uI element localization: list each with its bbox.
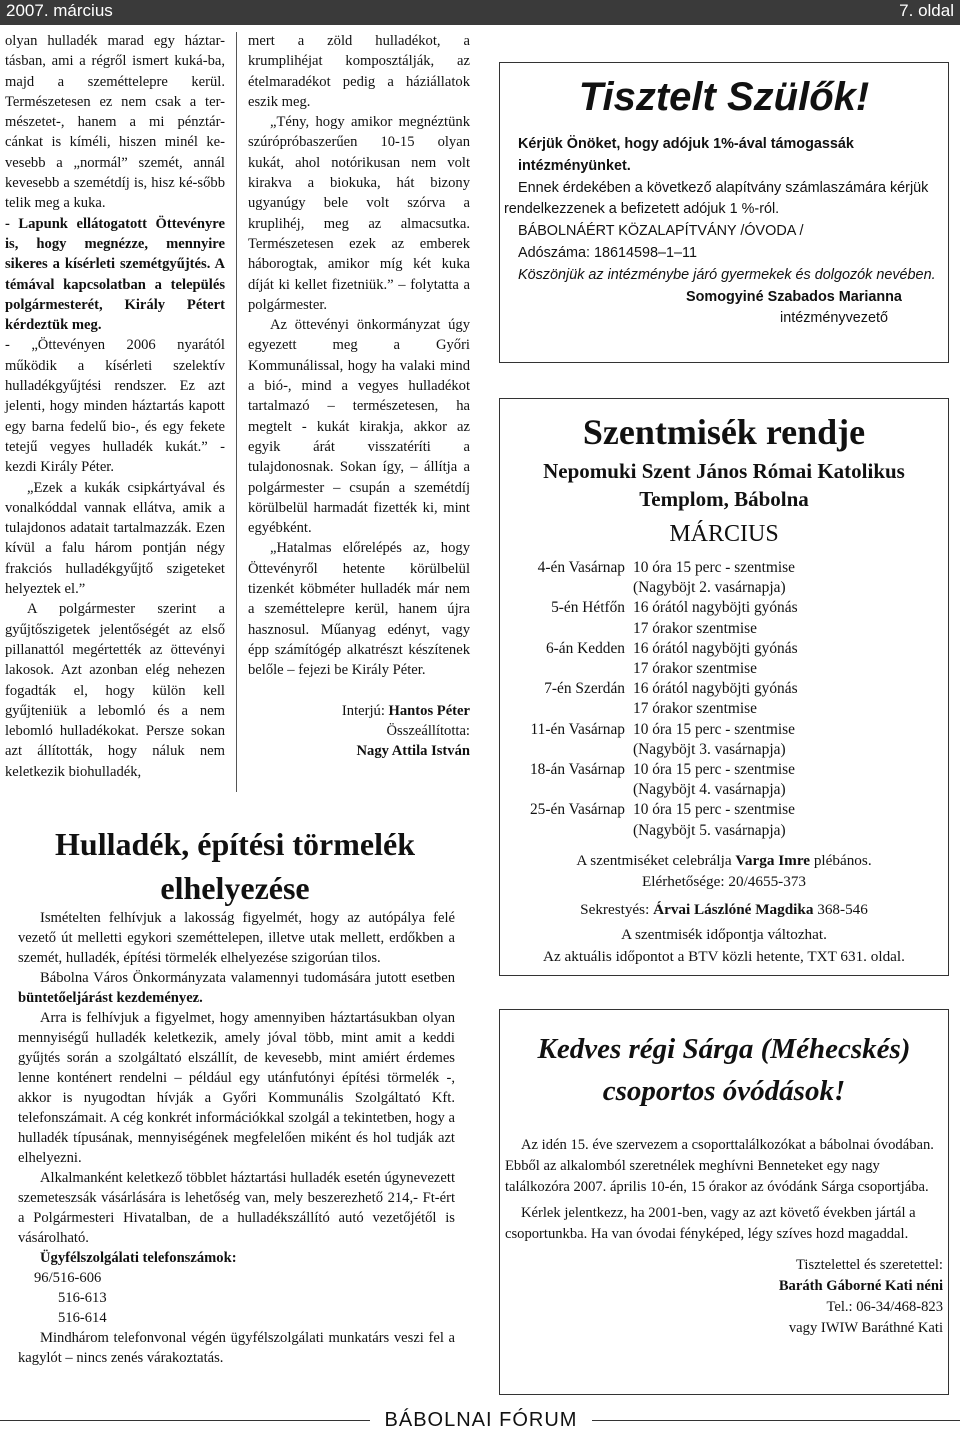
mass-schedule-footer [500, 850, 948, 967]
credit-interview [248, 701, 470, 721]
day: 25-én Vasárnap [529, 801, 625, 819]
text-bold: Varga Imre [735, 852, 811, 869]
signature-name: Somogyiné Szabados Marianna [686, 288, 902, 305]
church-name: Nepomuki Szent János Római Katolikus Templom, Bábolna [543, 459, 905, 511]
tax-number: Adószáma: 18614598–1–11 [518, 244, 697, 261]
waste-notice-body [18, 908, 455, 1368]
table-row [512, 598, 798, 638]
mass-schedule-table [512, 558, 798, 841]
kindergarten-reunion-title: Kedves régi Sárga (Méhecskés) csoportos óvódások! [537, 1033, 911, 1107]
table-row [512, 558, 798, 598]
day: 18-án Vasárnap [529, 761, 625, 779]
signoff: Tisztelettel és szeretettel: [796, 1257, 943, 1273]
parents-notice-title: Tisztelt Szülők! [578, 75, 870, 119]
header-page-number: 7. oldal [899, 1, 954, 20]
paragraph: Arra is felhívjuk a figyelmet, hogy amennyiben háztartásukban olyan mennyiségű hulladék keletkezik, amely jóval több, mint amit a keddi gyűjtés során a szolgáltató elszállít, de kevesebb, mint amiért érdemes lenne konténert rendelni – például egy utánfutónyi építési törmelék -, akkor is nyugodtan hívják a Győri Kommunális Szolgáltató Kft. telefonszámait. A cég konkrét információkkal szolgál a tekintetben, hogy a hulladék típusának, mennyiségének megfelelően miként és hol tudják azt elhelyezni. [18, 1010, 455, 1166]
waste-notice-title: Hulladék, építési törmelék elhelyezése [55, 826, 415, 906]
event-line: (Nagyböjt 4. vasárnapja) [633, 781, 786, 799]
celebrant [500, 850, 948, 871]
paragraph: Alkalmanként keletkező többlet háztartási hulladék esetén úgynevezett szemeteszsák vásárlására is lehetőség van, mely beszerezhető 214,- Ft-ért a Polgármesteri Hivatalban, de a hulladékszállító autó vezetőjétől is vásárolható. [18, 1170, 455, 1246]
paragraph: Az idén 15. éve szervezem a csoporttalálkozókat a bábolnai óvodában. Ebből az alkalomból szeretnélek meghívni Benneteket egy nagy találkozóra 2007. április 10-én, 15 órakor az óvódánk Sárga csoportjába. [505, 1137, 934, 1195]
phone-number: 516-613 [58, 1290, 107, 1306]
phone-number: 96/516-606 [34, 1270, 102, 1286]
month-label: MÁRCIUS [669, 521, 779, 547]
event-line: (Nagyböjt 3. vasárnapja) [633, 740, 786, 758]
text: 368-546 [813, 900, 868, 918]
table-row [512, 720, 798, 760]
event-line: 17 órakor szentmise [633, 619, 757, 637]
event-line: 16 órától nagyböjti gyónás [633, 639, 798, 657]
paragraph: Ennek érdekében a következő alapítvány számlaszámára kérjük rendelkezzenek a befizetett adójuk 1 %-ról. [504, 179, 929, 218]
footer-rule-left [0, 1420, 370, 1421]
table-row [512, 800, 798, 840]
day: 4-én Vasárnap [537, 559, 625, 576]
note: A szentmisék időpontja változhat. [621, 926, 827, 944]
signoff-phone: Tel.: 06-34/468-823 [826, 1299, 943, 1315]
day: 11-én Vasárnap [530, 720, 625, 738]
event [633, 639, 798, 679]
event-line: 10 óra 15 perc - szentmise [633, 761, 795, 779]
text: Sekrestyés: [580, 900, 654, 918]
credit-compiled-label: Összeállította: [386, 722, 470, 739]
event [633, 679, 798, 719]
phone-number: 516-614 [58, 1310, 107, 1326]
day: 6-án Kedden [545, 639, 625, 657]
event [633, 760, 798, 800]
text-bold: büntetőeljárást kezdeményez. [18, 990, 203, 1006]
interview-column-2 [248, 31, 470, 761]
footer-title: BÁBOLNAI FÓRUM [384, 1409, 578, 1431]
header-date: 2007. március [6, 1, 113, 20]
lead-question: - Lapunk ellátogatott Öttevényre is, hogy megnézze, mennyire sikeres a kísérleti szemétgyűjtés. A témával kapcsolatban a település polgármesterét, Király Pétert kérdeztük meg. [5, 215, 225, 334]
paragraph: Mindhárom telefonvonal végén ügyfélszolgálati munkatárs veszi fel a kagylót – nincs zenés várakoztatás. [18, 1330, 455, 1366]
contact: Elérhetősége: 20/4655-373 [641, 873, 807, 891]
signoff-iwiw: vagy IWIW Baráthné Kati [788, 1320, 943, 1336]
event-line: 10 óra 15 perc - szentmise [633, 559, 795, 576]
table-row [512, 760, 798, 800]
paragraph: mert a zöld hulladékot, a krumplihéjat komposztálják, az ételmaradékot pedig a háziállatok eszik meg. [248, 33, 470, 110]
page-header [0, 0, 960, 25]
day: 7-én Szerdán [544, 680, 625, 698]
phones-title: Ügyfélszolgálati telefonszámok: [40, 1250, 237, 1266]
paragraph: Az öttevényi önkormányzat úgy egyezett meg a Győri Kommunálissal, hogy ha valaki mind a bió-, mind a vegyes hulladékot tartalmazó – természetesen, ha megtelt - kukát kirakja, akkor az egyik árát visszatéríti a tulajdonosnak. Sokan így, – állítja a polgármester – csupán a szemétdíj körülbelül harmadát fizették ki, mint egyébként. [248, 317, 470, 537]
table-row [512, 679, 798, 719]
event [633, 720, 798, 760]
paragraph: Kérlek jelentkezz, ha 2001-ben, vagy az azt követő években jártál a csoportunkba. Ha van óvodai fényképed, légy szíves hozd magaddal. [505, 1205, 916, 1242]
interview-column-1 [5, 31, 225, 782]
paragraph: Ismételten felhívjuk a lakosság figyelmét, hogy az autópálya felé vezető út melletti egykori szeméttelepen, illetve utak mellett, erdőkben a szemét, hulladék, építési törmelék elhelyezése szigorúan tilos. [18, 910, 455, 966]
event-line: 17 órakor szentmise [633, 700, 757, 718]
text: plébános. [810, 852, 872, 869]
parents-request: Kérjük Önöket, hogy adójuk 1%-ával támogassák intézményünket. [518, 136, 854, 174]
credit-label: Interjú: [341, 702, 389, 719]
signature-role: intézményvezető [780, 310, 888, 327]
footer-rule-right [592, 1420, 960, 1421]
text: Bábolna Város Önkormányzata valamennyi tudomására jutott esetben [40, 970, 455, 986]
event-line: 16 órától nagyböjti gyónás [633, 680, 798, 698]
page-footer [0, 1405, 960, 1437]
foundation-name: BÁBOLNÁÉRT KÖZALAPÍTVÁNY /ÓVODA / [518, 223, 804, 240]
event-line: 17 órakor szentmise [633, 660, 757, 678]
text: A szentmiséket celebrálja [576, 852, 736, 869]
credit-name: Hantos Péter [388, 702, 470, 719]
event [633, 558, 798, 598]
text-bold: Árvai Lászlóné Magdika [653, 900, 814, 918]
kindergarten-reunion-body [505, 1135, 943, 1339]
note: Az aktuális időpontot a BTV közli hetente, TXT 631. oldal. [543, 947, 905, 965]
paragraph: „Hatalmas előrelépés az, hogy Öttevényről hetente körülbelül tizenkét köbméter hulladék már nem a szeméttelepre kerül, hanem újra hasznosul. Műanyag edényt, vagy épp számítógép alkatrészt készítenek belőle – fejezi be Király Péter. [248, 540, 470, 679]
paragraph: A polgármester szerint a gyűjtőszigetek jelentőségét az első pillanattól megértették az öttevényi lakosok. Azt azonban elég nehezen fogadták el, hogy külön kell gyűjteniük a lebomló és a nem lebomló hulladékokat. Persze sokan azt állították, hogy náluk nem keletkezik biohulladék, [5, 601, 225, 780]
event-line: (Nagyböjt 5. vasárnapja) [633, 821, 786, 839]
paragraph: olyan hulladék marad egy háztar-tásban, ami a régről ismert kuká-ba, majd a szeméttelepre kerül. Természetesen ez nem csak a ter-mészetet-, hanem a mi pénztár-cánkat is kíméli, hiszen minél ke-vesebb a „normál” szemét, annál kevesebb a szemétdíj is, hisz ké-sőbb telik meg a kuka. [5, 33, 225, 212]
mass-schedule-title: Szentmisék rendje [582, 412, 866, 452]
paragraph: - „Öttevényen 2006 nyarától működik a kísérleti szelektív hulladékgyűjtési rendszer. Ez azt jelenti, hogy minden háztartás kapott egy barna fedelű bio-, és egy fekete tetejű vegyes hulladék kukát.” - kezdi Király Péter. [5, 337, 225, 476]
paragraph: „Tény, hogy amikor megnéztünk szúrópróbaszerűen 10-15 olyan kukát, ahol notórikusan nem volt kirakva a biokuka, hát bizony ugyanúgy bele volt szórva a kruplihéj, meg az almacsutka. Természetesen ezek az emberek háborogtak, amikor míg két kuka díját ki kellet fizetniük.” – folytatta a polgármester. [248, 114, 470, 313]
day: 5-én Hétfőn [551, 599, 625, 617]
event-line: (Nagyböjt 2. vasárnapja) [633, 579, 786, 597]
event-line: 10 óra 15 perc - szentmise [633, 720, 795, 738]
thanks: Köszönjük az intézménybe járó gyermekek és dolgozók nevében. [518, 266, 936, 283]
credit-compiled-name: Nagy Attila István [356, 743, 470, 760]
event-line: 16 órától nagyböjti gyónás [633, 599, 798, 617]
signoff-name: Baráth Gáborné Kati néni [778, 1278, 943, 1294]
paragraph [18, 968, 455, 1008]
event-line: 10 óra 15 perc - szentmise [633, 801, 795, 819]
event [633, 598, 798, 638]
sacristan [500, 899, 948, 920]
event [633, 800, 798, 840]
paragraph: „Ezek a kukák csipkártyával és vonalkóddal vannak ellátva, amik a tulajdonos adatait tartalmazzák. Ezen kívül a falu három pontján négy frakciós hulladékgyűjtő szigeteket helyeztek el.” [5, 479, 225, 598]
parents-notice-body [499, 134, 949, 330]
table-row [512, 639, 798, 679]
column-divider [236, 32, 237, 792]
